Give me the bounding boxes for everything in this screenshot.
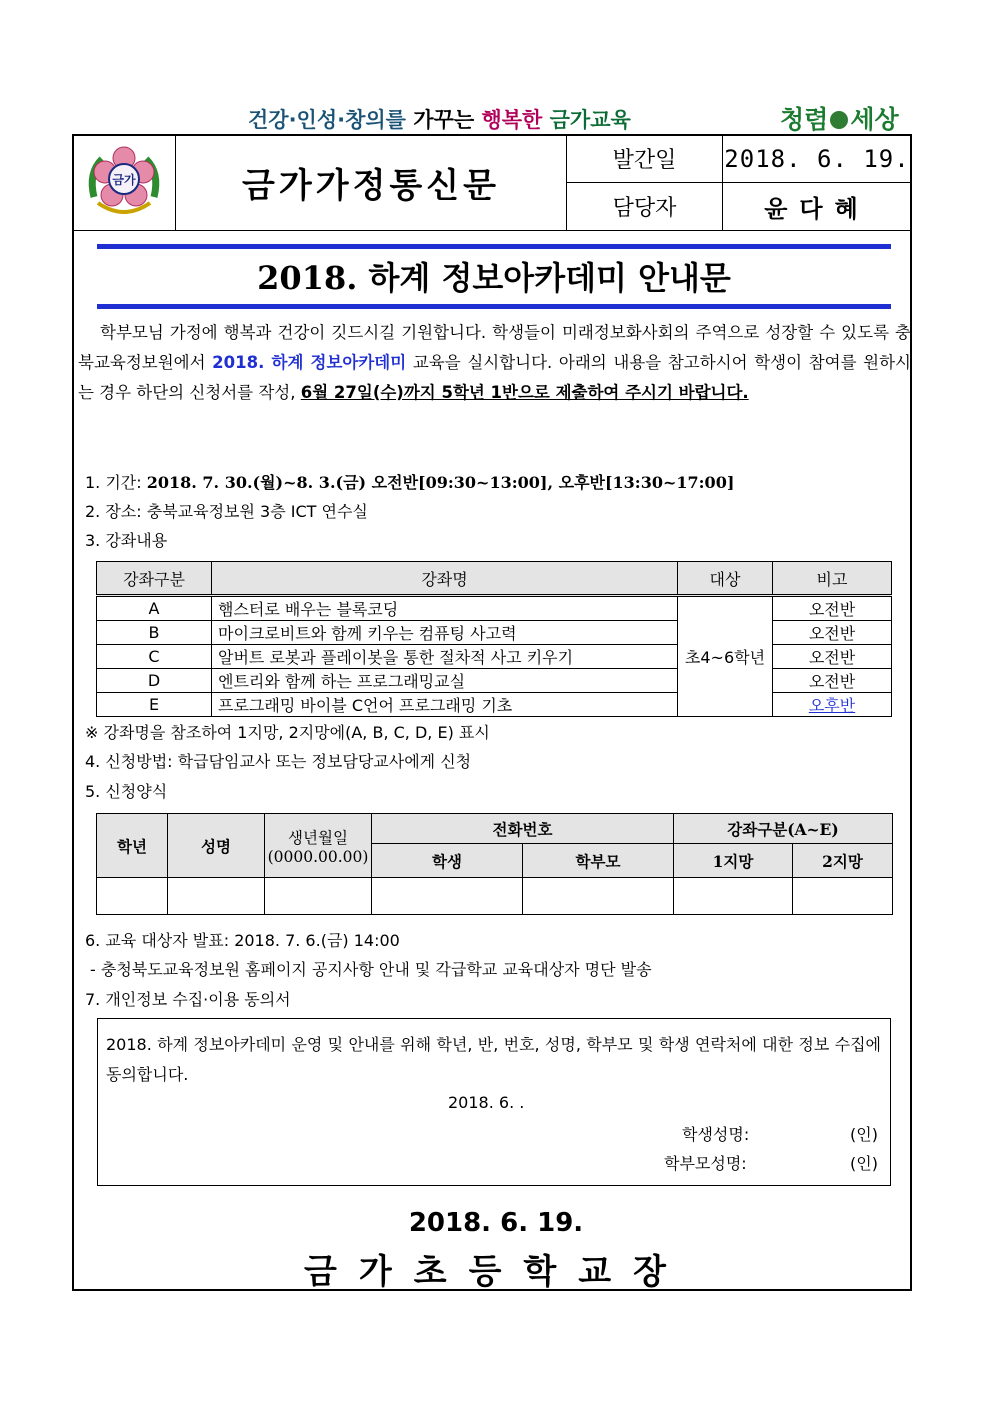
intro-text-2: 교육을 실시합니다. 아래의 내용을 참고하시어 학생이 참여를 원하시는 경우 하단의 신청서를 작성, (78, 353, 911, 402)
course-code: A (97, 596, 212, 621)
brand-logo-right: 세상 (850, 105, 899, 134)
slogan-part3: 행복한 (481, 108, 543, 132)
consent-text: 2018. 하계 정보아카데미 운영 및 안내를 위해 학년, 반, 번호, 성명, 학부모 및 학생 연락처에 대한 정보 수집에 동의합니다. (106, 1035, 881, 1084)
afternoon-class-link[interactable]: 오후반 (808, 696, 856, 715)
issue-date-label: 발간일 (567, 135, 723, 183)
form-input-row (97, 878, 893, 915)
slogan-part4: 금가교육 (549, 108, 631, 132)
form-header-grade: 학년 (97, 814, 168, 878)
item-announce-detail: - 충청북도교육정보원 홈페이지 공지사항 안내 및 각급학교 교육대상자 명단 발송 (90, 960, 652, 979)
table-row (97, 693, 892, 717)
course-note: 오전반 (773, 621, 892, 645)
course-code: D (97, 669, 212, 693)
course-code: C (97, 645, 212, 669)
consent-date: 2018. 6. . (448, 1093, 525, 1112)
period-label: 1. 기간: (85, 473, 147, 492)
slogan (248, 104, 631, 134)
course-name: 햄스터로 배우는 블록코딩 (212, 596, 678, 621)
birth-label: 생년월일 (288, 828, 348, 847)
birth-input[interactable] (265, 878, 372, 915)
header-table (72, 134, 912, 231)
grade-input[interactable] (97, 878, 168, 915)
intro-paragraph (78, 318, 911, 408)
course-table (96, 561, 892, 717)
course-name: 엔트리와 함께 하는 프로그래밍교실 (212, 669, 678, 693)
title-bar-top (97, 244, 891, 249)
student-sign-label: 학생성명: (682, 1125, 750, 1144)
manager-name: 윤다혜 (723, 183, 912, 231)
course-note: 오전반 (773, 669, 892, 693)
course-header-note: 비고 (773, 562, 892, 596)
course-header-target: 대상 (678, 562, 773, 596)
parent-phone-input[interactable] (523, 878, 674, 915)
form-header-phone: 전화번호 (372, 814, 674, 844)
item-privacy: 7. 개인정보 수집·이용 동의서 (85, 990, 291, 1009)
course-header-code: 강좌구분 (97, 562, 212, 596)
form-header-choice1: 1지망 (674, 844, 793, 878)
emblem-cell (73, 135, 176, 231)
emblem-text: 금가 (112, 172, 136, 187)
form-header-birth (265, 814, 372, 878)
course-note: 오전반 (773, 596, 892, 621)
item-note: ※ 강좌명을 참조하여 1지망, 2지망에(A, B, C, D, E) 표시 (85, 723, 490, 742)
application-form-table (96, 813, 893, 915)
footer-date: 2018. 6. 19. (408, 1208, 584, 1238)
brand-logo (780, 100, 899, 136)
manager-label: 담당자 (567, 183, 723, 231)
course-note-link[interactable] (773, 693, 892, 717)
form-header-choice2: 2지망 (793, 844, 893, 878)
course-target: 초4~6학년 (678, 596, 773, 717)
table-row (97, 645, 892, 669)
intro-deadline: 6월 27일(수)까지 5학년 1반으로 제출하여 주시기 바랍니다. (300, 383, 749, 402)
choice1-input[interactable] (674, 878, 793, 915)
course-name: 마이크로비트와 함께 키우는 컴퓨팅 사고력 (212, 621, 678, 645)
main-title: 2018. 하계 정보아카데미 안내문 (257, 259, 731, 297)
newsletter-title: 금가가정통신문 (176, 135, 567, 231)
school-emblem-icon (84, 143, 164, 223)
item-period (85, 470, 734, 493)
table-row (97, 621, 892, 645)
student-seal: (인) (850, 1125, 878, 1144)
form-header-name: 성명 (168, 814, 265, 878)
item-announce: 6. 교육 대상자 발표: 2018. 7. 6.(금) 14:00 (85, 931, 400, 950)
form-header-parent-phone: 학부모 (523, 844, 674, 878)
period-value: 2018. 7. 30.(월)~8. 3.(금) 오전반[09:30~13:00], 오후반[13:30~17:00] (146, 473, 735, 492)
course-name: 알버트 로봇과 플레이봇을 통한 절차적 사고 키우기 (212, 645, 678, 669)
course-note: 오전반 (773, 645, 892, 669)
parent-sign-label: 학부모성명: (664, 1154, 747, 1173)
table-row (97, 669, 892, 693)
intro-text-1: 학부모님 가정에 행복과 건강이 깃드시길 기원합니다. 학생들이 미래정보화사회의 주역으로 성장할 수 있도록 충북교육정보원에서 (78, 323, 911, 372)
intro-highlight: 2018. 하계 정보아카데미 (212, 353, 407, 372)
name-input[interactable] (168, 878, 265, 915)
item-place: 2. 장소: 충북교육정보원 3층 ICT 연수실 (85, 502, 368, 521)
parent-seal: (인) (850, 1154, 878, 1173)
form-header-course: 강좌구분(A~E) (674, 814, 893, 844)
table-row (97, 596, 892, 621)
student-phone-input[interactable] (372, 878, 523, 915)
choice2-input[interactable] (793, 878, 893, 915)
item-method: 4. 신청방법: 학급담임교사 또는 정보담당교사에게 신청 (85, 752, 472, 771)
slogan-part1: 건강·인성·창의를 (248, 108, 406, 132)
slogan-part2: 가꾸는 (413, 108, 475, 132)
brand-logo-left: 청렴 (780, 105, 829, 134)
item-content: 3. 강좌내용 (85, 531, 168, 550)
principal-name: 금가초등학교장 (304, 1252, 688, 1292)
form-header-student-phone: 학생 (372, 844, 523, 878)
issue-date: 2018. 6. 19. (723, 135, 912, 183)
course-header-name: 강좌명 (212, 562, 678, 596)
item-form: 5. 신청양식 (85, 782, 168, 801)
birth-format: (0000.00.00) (267, 847, 369, 866)
course-code: E (97, 693, 212, 717)
course-code: B (97, 621, 212, 645)
course-name: 프로그래밍 바이블 C언어 프로그래밍 기초 (212, 693, 678, 717)
title-bar-bottom (97, 304, 891, 309)
brand-logo-icon (830, 111, 848, 129)
